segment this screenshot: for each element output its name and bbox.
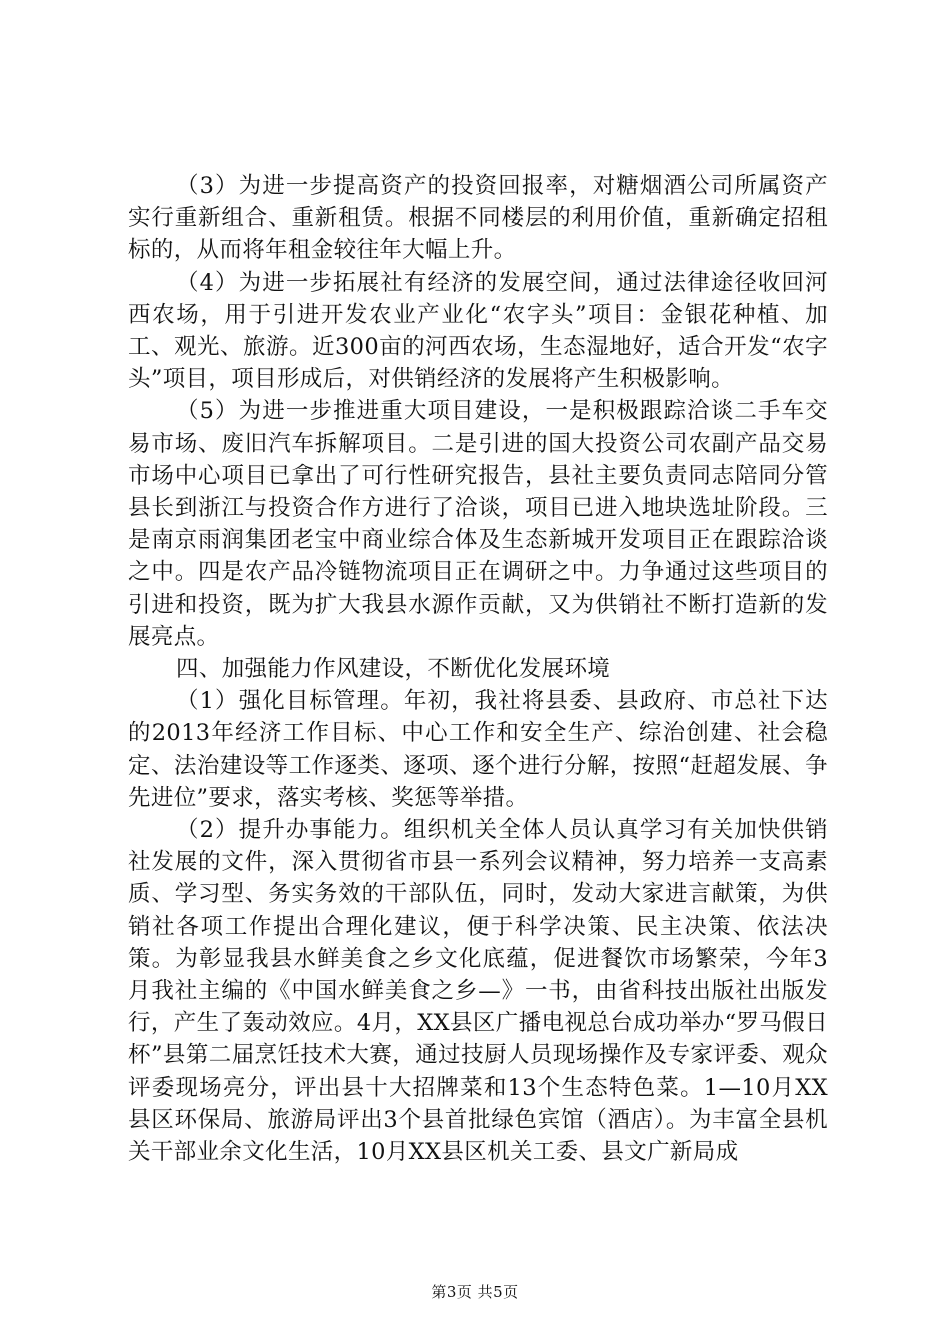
- paragraph-item-4-hexi-farm: （4）为进一步拓展社有经济的发展空间，通过法律途径收回河西农场，用于引进开发农业产业化“农字头”项目：金银花种植、加工、观光、旅游。近300亩的河西农场，生态湿地好，适合开发“农字头”项目，项目形成后，对供销经济的发展将产生积极影响。: [128, 269, 828, 393]
- paragraph-capability-improvement: （2）提升办事能力。组织机关全体人员认真学习有关加快供销社发展的文件，深入贯彻省市县一系列会议精神，努力培养一支高素质、学习型、务实务效的干部队伍，同时，发动大家进言献策，为供销社各项工作提出合理化建议，便于科学决策、民主决策、依法决策。为彰显我县水鲜美食之乡文化底蕴，促进餐饮市场繁荣，今年3月我社主编的《中国水鲜美食之乡—》一书，由省科技出版社出版发行，产生了轰动效应。4月，XX县区广播电视总台成功举办“罗马假日杯”县第二届烹饪技术大赛，通过技厨人员现场操作及专家评委、观众评委现场亮分，评出县十大招牌菜和13个生态特色菜。1—10月XX县区环保局、旅游局评出3个县首批绿色宾馆（酒店）。为丰富全县机关干部业余文化生活，10月XX县区机关工委、县文广新局成: [128, 817, 828, 1166]
- paragraph-item-3-rental: （3）为进一步提高资产的投资回报率，对糖烟酒公司所属资产实行重新组合、重新租赁。根据不同楼层的利用价值，重新确定招租标的，从而将年租金较往年大幅上升。: [128, 173, 828, 264]
- section-heading-four: 四、加强能力作风建设，不断优化发展环境: [176, 656, 611, 683]
- document-body: [128, 170, 828, 1168]
- paragraph-target-management: （1）强化目标管理。年初，我社将县委、县政府、市总社下达的2013年经济工作目标、中心工作和安全生产、综治创建、社会稳定、法治建设等工作逐类、逐项、逐个进行分解，按照“赶超发展、争先进位”要求，落实考核、奖惩等举措。: [128, 688, 828, 811]
- page-number: 第3页 共5页: [431, 1283, 519, 1301]
- paragraph-item-5-major-projects: （5）为进一步推进重大项目建设，一是积极跟踪洽谈二手车交易市场、废旧汽车拆解项目。二是引进的国大投资公司农副产品交易市场中心项目已拿出了可行性研究报告，县社主要负责同志陪同分管县长到浙江与投资合作方进行了洽谈，项目已进入地块选址阶段。三是南京雨润集团老宝中商业综合体及生态新城开发项目正在跟踪洽谈之中。四是农产品冷链物流项目正在调研之中。力争通过这些项目的引进和投资，既为扩大我县水源作贡献，又为供销社不断打造新的发展亮点。: [128, 398, 828, 650]
- page-footer: [0, 1282, 950, 1302]
